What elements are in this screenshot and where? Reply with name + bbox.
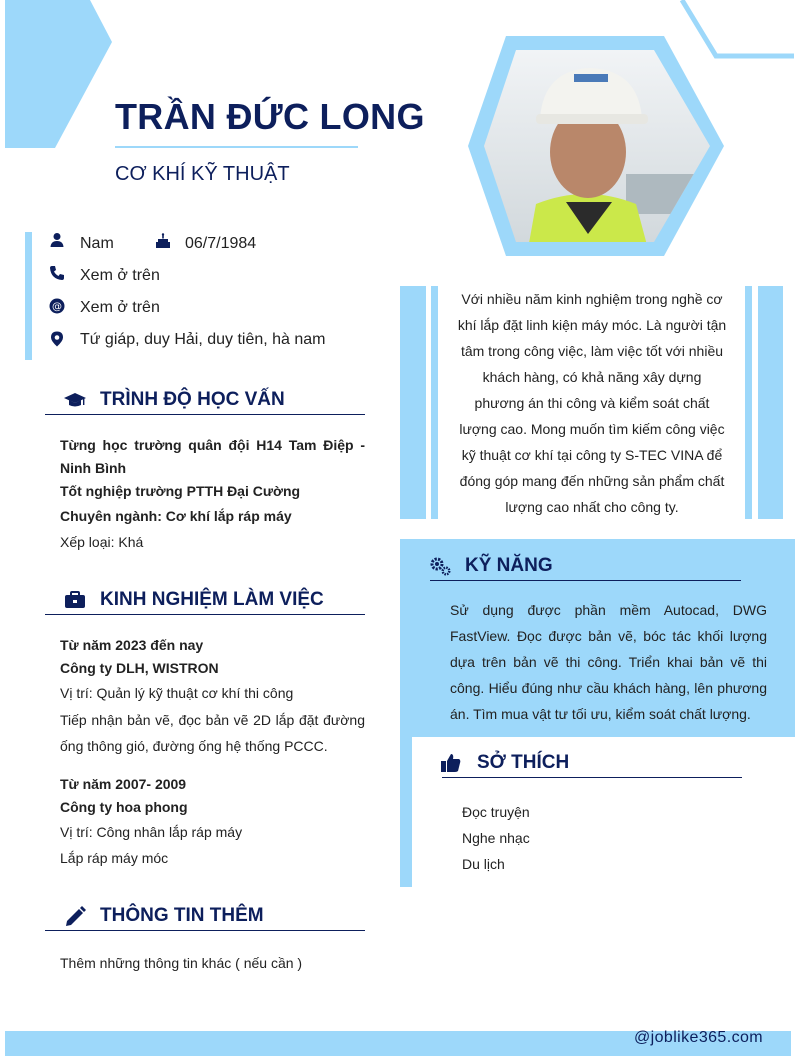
gears-icon	[429, 556, 451, 576]
job-company: Công ty hoa phong	[60, 799, 188, 815]
skills-divider	[430, 580, 741, 581]
skills-heading: KỸ NĂNG	[465, 555, 553, 576]
footer-watermark: @joblike365.com	[634, 1029, 763, 1046]
skills-text: Sử dụng được phần mềm Autocad, DWG FastView. Đọc được bản vẽ, bóc tác khối lượng dựa trên bản vẽ thi công. Triển khai bản vẽ thi công. Hiểu đúng như cầu khách hàng, lên phương án. Tìm mua vật tư tối ưu, kiểm soát chất lượng.	[450, 602, 767, 722]
job-position: Vị trí: Quản lý kỹ thuật cơ khí thi công	[60, 685, 294, 701]
education-line: Chuyên ngành: Cơ khí lắp ráp máy	[60, 508, 292, 524]
education-line: Từng học trường quân đội H14 Tam Điệp - Ninh Bình	[60, 437, 365, 476]
contact-accent-bar	[25, 232, 32, 360]
thumbs-up-icon	[440, 753, 462, 773]
additional-heading: THÔNG TIN THÊM	[100, 905, 264, 926]
svg-text:@: @	[52, 301, 62, 313]
location-pin-icon	[49, 331, 65, 347]
phone-value: Xem ở trên	[80, 267, 160, 284]
hobby-item: Du lịch	[462, 856, 505, 872]
briefcase-icon	[64, 590, 86, 610]
profile-photo	[466, 34, 726, 260]
email-value: Xem ở trên	[80, 299, 160, 316]
job-company: Công ty DLH, WISTRON	[60, 660, 219, 676]
birthday-value: 06/7/1984	[185, 235, 257, 252]
candidate-name: TRẦN ĐỨC LONG	[115, 96, 425, 137]
job-period: Từ năm 2007- 2009	[60, 776, 187, 792]
hobbies-divider	[442, 777, 742, 778]
at-sign-icon	[49, 298, 65, 314]
experience-heading: KINH NGHIỆM LÀM VIỆC	[100, 589, 324, 610]
education-divider	[45, 414, 365, 415]
name-underline	[115, 146, 358, 148]
hobby-item: Đọc truyện	[462, 804, 530, 820]
summary-bar-right-outer	[758, 286, 783, 519]
additional-divider	[45, 930, 365, 931]
job-title: CƠ KHÍ KỸ THUẬT	[115, 163, 290, 185]
pencil-icon	[64, 906, 86, 926]
hobbies-accent-bar	[400, 737, 412, 887]
summary-bar-left-inner	[431, 286, 438, 519]
education-line: Xếp loại: Khá	[60, 534, 144, 550]
job-period: Từ năm 2023 đến nay	[60, 637, 204, 653]
address-value: Tứ giáp, duy Hải, duy tiên, hà nam	[80, 331, 326, 348]
education-line: Tốt nghiệp trường PTTH Đại Cường	[60, 483, 301, 499]
experience-divider	[45, 614, 365, 615]
hobbies-heading: SỞ THÍCH	[477, 752, 570, 773]
summary-bar-left-outer	[400, 286, 426, 519]
user-icon	[49, 232, 65, 248]
graduation-cap-icon	[64, 390, 86, 410]
hobby-item: Nghe nhạc	[462, 830, 530, 846]
gender-value: Nam	[80, 235, 114, 252]
summary-bar-right-inner	[745, 286, 752, 519]
job-position: Vị trí: Công nhân lắp ráp máy	[60, 824, 243, 840]
career-summary: Với nhiều năm kinh nghiệm trong nghề cơ khí lắp đặt linh kiện máy móc. Là người tận tâm trong công việc, làm việc tốt với nhiều khách hàng, có khả năng xây dựng phương án thi công và kiểm soát chất lượng cao. Mong muốn tìm kiếm công việc kỹ thuật cơ khí tại công ty S-TEC VINA để đóng góp mang đến những sản phẩm chất lượng cao nhất cho công ty.	[457, 291, 727, 515]
decor-top-left-shape	[0, 0, 120, 150]
additional-text: Thêm những thông tin khác ( nếu cần )	[60, 955, 303, 971]
education-heading: TRÌNH ĐỘ HỌC VẤN	[100, 389, 285, 410]
job-description: Lắp ráp máy móc	[60, 850, 169, 866]
job-description: Tiếp nhận bản vẽ, đọc bản vẽ 2D lắp đặt đường ống thông gió, đường ống hệ thống PCCC.	[60, 712, 365, 754]
phone-icon	[49, 265, 65, 281]
cake-icon	[155, 233, 171, 249]
